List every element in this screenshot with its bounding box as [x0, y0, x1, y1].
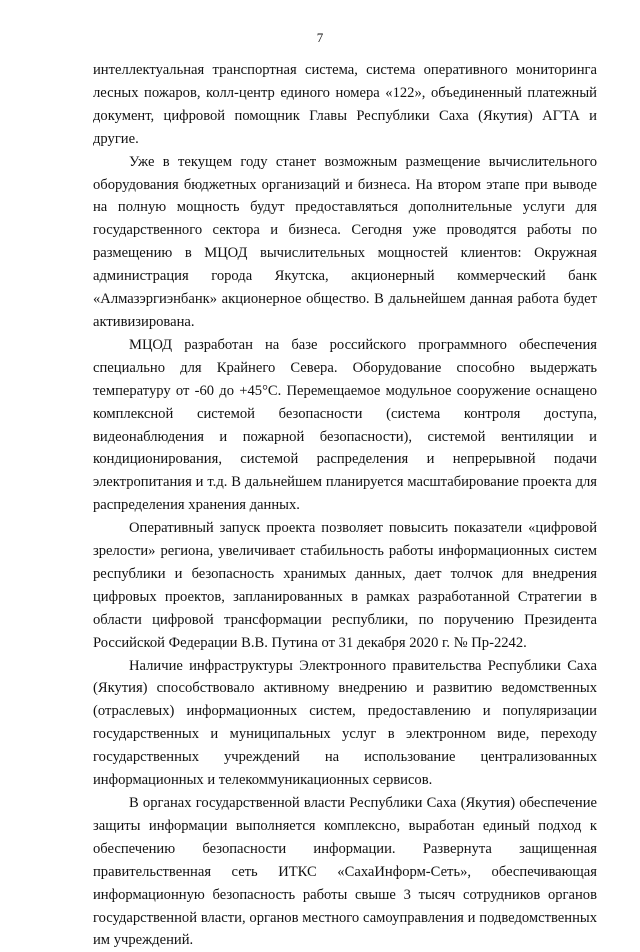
paragraph-computing-placement: Уже в текущем году станет возможным размещение вычислительного оборудования бюджетных организаций и бизнеса. На втором этапе при выводе на полную мощность будут предоставляться дополнительные услуги для государственного сектора и бизнеса. Сегодня уже проводятся работы по размещению в МЦОД вычислительных мощностей клиентов: Окружная администрация города Якутска, акционерный коммерческий банк «Алмазэргиэнбанк» акционерное общество. В дальнейшем данная работа будет активизирована. [93, 153, 597, 330]
document-body [93, 59, 597, 952]
paragraph-mcod-development: МЦОД разработан на базе российского программного обеспечения специально для Крайнего Севера. Оборудование способно выдержать температуру от -60 до +45°С. Перемещаемое модульное сооружение оснащено комплексной системой безопасности (система контроля доступа, видеонаблюдения и пожарной безопасности), системой вентиляции и кондиционирования, системой распределения и непрерывной подачи электропитания и т.д. В дальнейшем планируется масштабирование проекта для распределения хранения данных. [93, 336, 597, 514]
paragraph-continuation: интеллектуальная транспортная система, система оперативного мониторинга лесных пожаров, колл-центр единого номера «122», объединенный платежный документ, цифровой помощник Главы Республики Саха (Якутия) АГТА и другие. [93, 62, 597, 147]
paragraph-information-security: В органах государственной власти Республики Саха (Якутия) обеспечение защиты информации выполняется комплексно, выработан единый подход к обеспечению безопасности информации. Развернута защищенная правительственная сеть ИТКС «СахаИнформ-Сеть», обеспечивающая информационную безопасность работы свыше 3 тысяч сотрудников органов государственной власти, органов местного самоуправления и подведомственных им учреждений. [93, 795, 597, 949]
page-number: 7 [316, 30, 324, 45]
paragraph-e-government-infrastructure: Наличие инфраструктуры Электронного правительства Республики Саха (Якутия) способствовало активному внедрению и развитию ведомственных (отраслевых) информационных систем, предоставлению и популяризации государственных и муниципальных услуг в электронном виде, переходу государственных учреждений на использование централизованных информационных и телекоммуникационных сервисов. [93, 657, 597, 789]
paragraph-digital-maturity: Оперативный запуск проекта позволяет повысить показатели «цифровой зрелости» региона, увеличивает стабильность работы информационных систем республики и безопасность хранимых данных, дает толчок для внедрения цифровых проектов, запланированных в рамках разработанной Стратегии в области цифровой трансформации республики, по поручению Президента Российской Федерации В.В. Путина от 31 декабря 2020 г. № Пр-2242. [93, 520, 597, 651]
